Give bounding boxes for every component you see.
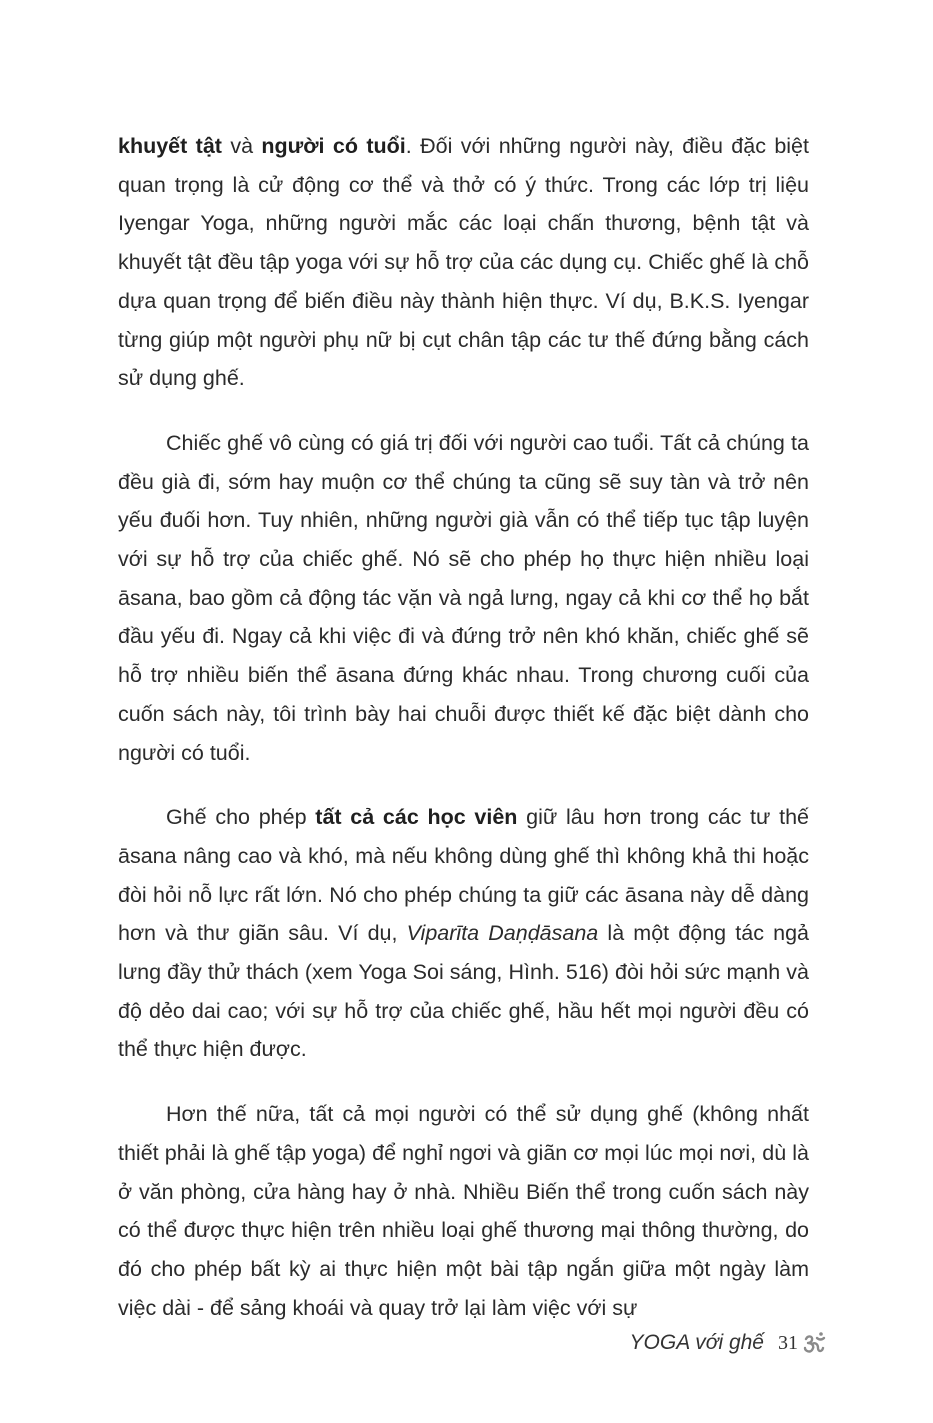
p1-text-body: . Đối với những người này, điều đặc biệt quan trọng là cử động cơ thể và thở có ý thức. Trong các lớp trị liệu Iyengar Yoga, những người mắc các loại chấn thương, bệnh tật và khuyết tật đều tập yoga với sự hỗ trợ của các dụng cụ. Chiếc ghế là chỗ dựa quan trọng để biến điều này thành hiện thực. Ví dụ, B.K.S. Iyengar từng giúp một người phụ nữ bị cụt chân tập các tư thế đứng bằng cách sử dụng ghế.	[118, 134, 809, 391]
paragraph-4	[118, 1095, 809, 1327]
page-footer	[630, 1330, 828, 1356]
p1-bold-elderly: người có tuổi	[261, 134, 406, 158]
p1-text-and: và	[221, 134, 262, 158]
page-body	[118, 127, 809, 1353]
running-title: YOGA với ghế	[629, 1331, 764, 1354]
p3-text-middle: giữ lâu hơn trong các tư thế āsana nâng cao và khó, mà nếu không dùng ghế thì không khả thi hoặc đòi hỏi nỗ lực rất lớn. Nó cho phép chúng ta giữ các āsana này dễ dàng hơn và thư giãn sâu. Ví dụ,	[118, 805, 809, 946]
paragraph-1	[118, 127, 809, 398]
p2-text-body: Chiếc ghế vô cùng có giá trị đối với người cao tuổi. Tất cả chúng ta đều già đi, sớm hay muộn cơ thể chúng ta cũng sẽ suy tàn và trở nên yếu đuối hơn. Tuy nhiên, những người già vẫn có thể tiếp tục tập luyện với sự hỗ trợ của chiếc ghế. Nó sẽ cho phép họ thực hiện nhiều loại āsana, bao gồm cả động tác vặn và ngả lưng, ngay cả khi cơ thể họ bắt đầu yếu đi. Ngay cả khi việc đi và đứng trở nên khó khăn, chiếc ghế sẽ hỗ trợ nhiều biến thể āsana đứng khác nhau. Trong chương cuối của cuốn sách này, tôi trình bày hai chuỗi được thiết kế đặc biệt dành cho người có tuổi.	[118, 430, 809, 765]
om-icon	[802, 1330, 828, 1356]
page-number: 31	[778, 1331, 798, 1354]
p3-bold-all-students: tất cả các học viên	[315, 805, 518, 830]
paragraph-2	[118, 424, 809, 772]
p3-text-start: Ghế cho phép	[166, 805, 316, 830]
p3-text-end: là một động tác ngả lưng đầy thử thách (xem Yoga Soi sáng, Hình. 516) đòi hỏi sức mạnh và độ dẻo dai cao; với sự hỗ trợ của chiếc ghế, hầu hết mọi người đều có thể thực hiện được.	[118, 921, 809, 1062]
p4-text-body: Hơn thế nữa, tất cả mọi người có thể sử dụng ghế (không nhất thiết phải là ghế tập yoga) để nghỉ ngơi và giãn cơ mọi lúc mọi nơi, dù là ở văn phòng, cửa hàng hay ở nhà. Nhiều Biến thể trong cuốn sách này có thể được thực hiện trên nhiều loại ghế thương mại thông thường, do đó cho phép bất kỳ ai thực hiện một bài tập ngắn giữa một ngày làm việc dài - để sảng khoái và quay trở lại làm việc với sự	[118, 1102, 809, 1320]
paragraph-3	[118, 798, 809, 1069]
p3-italic-asana-name: Viparīta Daṇḍāsana	[406, 921, 599, 946]
p1-bold-disabled: khuyết tật	[118, 134, 222, 158]
